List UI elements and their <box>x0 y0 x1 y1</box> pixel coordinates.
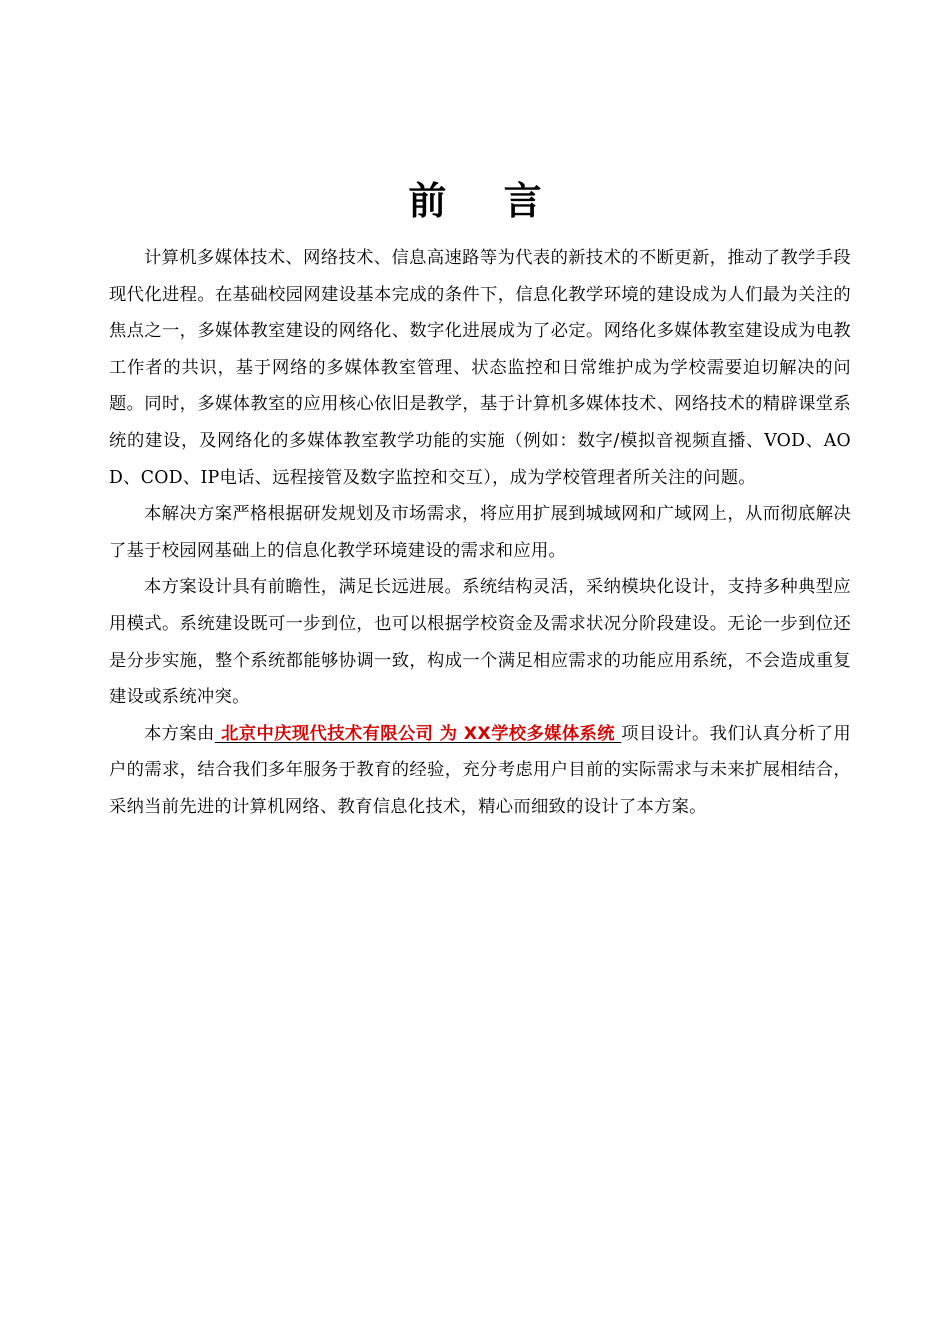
document-body <box>109 240 851 826</box>
paragraph-authorship <box>109 716 851 826</box>
connector-fill: 为 <box>439 723 458 744</box>
authorship-prefix: 本方案由 <box>144 723 215 744</box>
paragraph-intro: 计算机多媒体技术、网络技术、信息高速路等为代表的新技术的不断更新，推动了教学手段现代化进程。在基础校园网建设基本完成的条件下，信息化教学环境的建设成为人们最为关注的焦点之一，多媒体教室建设的网络化、数字化进展成为了必定。网络化多媒体教室建设成为电教工作者的共识，基于网络的多媒体教室管理、状态监控和日常维护成为学校需要迫切解决的问题。同时，多媒体教室的应用核心依旧是教学，基于计算机多媒体技术、网络技术的精辟课堂系统的建设，及网络化的多媒体教室教学功能的实施（例如：数字/模拟音视频直播、VOD、AOD、COD、IP电话、远程接管及数字监控和交互），成为学校管理者所关注的问题。 <box>109 248 851 488</box>
project-name-fill: XX学校多媒体系统 <box>457 723 622 744</box>
paragraph-design: 本方案设计具有前瞻性，满足长远进展。系统结构灵活，采纳模块化设计，支持多种典型应用模式。系统建设既可一步到位，也可以根据学校资金及需求状况分阶段建设。无论一步到位还是分步实施，整个系统都能够协调一致，构成一个满足相应需求的功能应用系统，不会造成重复建设或系统冲突。 <box>109 577 851 708</box>
authorship-suffix: 项目设计。我们认真分析了用户的需求，结合我们多年服务于教育的经验，充分考虑用户目前的实际需求与未来扩展相结合，采纳当前先进的计算机网络、教育信息化技术，精心而细致的设计了本方案。 <box>109 723 852 817</box>
page-title: 前 言 <box>408 179 564 223</box>
paragraph-scope: 本解决方案严格根据研发规划及市场需求，将应用扩展到城域网和广域网上，从而彻底解决了基于校园网基础上的信息化教学环境建设的需求和应用。 <box>109 504 851 561</box>
company-name-fill: 北京中庆现代技术有限公司 <box>214 723 440 744</box>
